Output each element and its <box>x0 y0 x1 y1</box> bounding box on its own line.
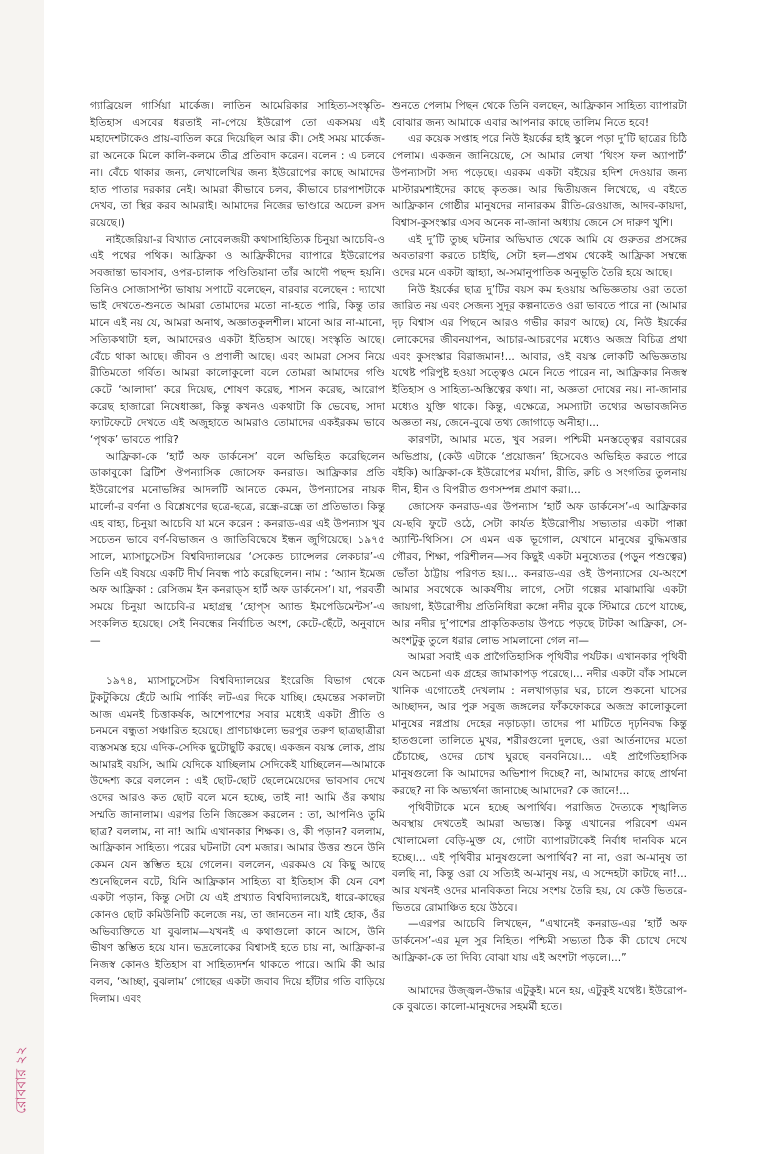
paragraph: নিউ ইয়র্কের ছাত্র দু’টির বয়স কম হওয়ায় অভিজ্ঞতায় ওরা ততো জারিত নয় এবং সেজন্য সুদূর কল্পনাতেও ওরা ভাবতে পারে না (আমার দৃঢ় বিশ্বাস এর পিছনে আরও গভীর কারণ আছে) যে, নিউ ইয়র্কের লোকেদের জীবনযাপন, আচার-আচরণের মধ্যেও অজস্র বিচিত্র প্রথা এবং কুসংস্কার বিরাজমান!... আবার, ওই বয়স্ক লোকটি অভিজ্ঞতায় যথেষ্ট পরিপুষ্ট হওয়া সত্ত্বেও মেনে নিতে পারেন না, আফ্রিকার নিজস্ব ইতিহাস ও সাহিত্য-অস্তিত্বের কথা। না, অজ্ঞতা দোষের নয়। না-জানার মধ্যেও যুক্তি থাকে। কিন্তু, এক্ষেত্রে, সমস্যাটা তথ্যের অভাবজনিত অজ্ঞতা নয়, জেনে-বুঝে তথ্য জোগাড়ে অনীহা।... <box>392 283 687 430</box>
paragraph: গ্যাব্রিয়েল গার্সিয়া মার্কেজ। লাতিন আমেরিকার সাহিত্য-সংস্কৃতি-ইতিহাস এসবের ধরতাই না-পেয়ে ইউরোপ তো একসময় এই মহাদেশটাকেও প্রায়-বাতিল করে দিয়েছিল আর কী। সেই সময় মার্কেজ-রা অনেকে মিলে কালি-কলমে তীব্র প্রতিবাদ করেন। বলেন : এ চলবে না। বেঁচে থাকার জন্য, লেখালেখির জন্য ইউরোপের কাছে আমাদের হাত পাতার দরকার নেই। আমরা কীভাবে চলব, কীভাবে চারপাশটাকে দেখব, তা স্থির করব আমরাই। আমাদের নিজের ভাণ্ডারে অঢেল রসদ রয়েছে।) <box>90 100 385 229</box>
paragraph: এর কয়েক সপ্তাহ পরে নিউ ইয়র্কের হাই স্কুলে পড়া দু’টি ছাত্রের চিঠি পেলাম। একজন জানিয়েছে, সে আমার লেখা ‘থিংস ফল অ্যাপার্ট’ উপন্যাসটা সদ্য পড়েছে। এরকম একটা বইয়ের হদিশ দেওয়ার জন্য মাস্টারমশাইদের কাছে কৃতজ্ঞ। আর দ্বিতীয়জন লিখেছে, এ বইতে আফ্রিকান গোষ্ঠীর মানুষদের নানারকম রীতি-রেওয়াজ, আদব-কায়দা, বিশ্বাস-কুসংস্কার এসব অনেক না-জানা অধ্যায় জেনে সে দারুণ খুশি। <box>392 133 687 229</box>
paragraph: আফ্রিকা-কে ‘হার্ট অফ ডার্কনেস’ বলে অভিহিত করেছিলেন ডাকাবুকো ব্রিটিশ ঔপন্যাসিক জোসেফ কনরাড। আফ্রিকার প্রতি ইউরোপের মনোভঙ্গির আদলটি আনতে কেমন, উপন্যাসের নায়ক মার্লো-র বর্ণনা ও বিশ্লেষণের ছত্রে-ছত্রে, রন্ধ্রে-রন্ধ্রে তা প্রতিভাত। কিন্তু এহ বাহ্য, চিনুয়া আচেবি যা মনে করেন : কনরাড-এর এই উপন্যাস খুব সচেতন ভাবে বর্ণ-বিভাজন ও জাতিবিদ্বেষে ইন্ধন জুগিয়েছে। ১৯৭৫ সালে, ম্যাসাচুসেটস বিশ্ববিদ্যালয়ের ‘সেকেন্ড চ্যান্সেলর লেকচার’-এ তিনি এই বিষয়ে একটি দীর্ঘ নিবন্ধ পাঠ করেছিলেন। নাম : ‘অ্যান ইমেজ অফ আফ্রিকা : রেসিজম ইন কনরাড্‌স হার্ট অফ ডার্কনেস’। যা, পরবর্তী সময়ে চিনুয়া আচেবি-র মহাগ্রন্থ ‘হোপ্‌স অ্যান্ড ইমপেডিমেন্টস’-এ সংকলিত হয়েছে। সেই নিবন্ধের নির্বাচিত অংশ, কেটে-ছেঁটে, অনুবাদে— <box>90 450 385 647</box>
paragraph: —এরপর আচেবি লিখছেন, “এখানেই কনরাড-এর ‘হার্ট অফ ডার্কনেস’-এর মূল সুর নিহিত। পশ্চিমী সভ্যতা ঠিক কী চোখে দেখে আফ্রিকা-কে তা দিব্যি বোঝা যায় এই অংশটা পড়লে।...” <box>392 918 687 964</box>
paragraph: নাইজেরিয়া-র বিখ্যাত নোবেলজয়ী কথাসাহিত্যিক চিনুয়া আচেবি-ও এই পথের পথিক। আফ্রিকা ও আফ্রিকীদের ব্যাপারে ইউরোপের সবজান্তা ভাবসাব, ওপর-চালাক পণ্ডিতিয়ানা তাঁর আদৌ পছন্দ হয়নি। তিনিও সোজাসাপ্টা ভাষায় সপাটে বলেছেন, বারবার বলেছেন : দ্যাখো ভাই দেখতে-শুনতে আমরা তোমাদের মতো না-হতে পারি, কিন্তু তার মানে এই নয় যে, আমরা অনাথ, অজ্ঞাতকুলশীল। মানো আর না-মানো, সত্যিকথাটা হল, আমাদেরও একটা ইতিহাস আছে। সংস্কৃতি আছে। বেঁচে থাকা আছে। জীবন ও প্রণালী আছে। এবং আমরা সেসব নিয়ে রীতিমতো গর্বিত। আমরা কালোকুলো বলে তোমরা আমাদের গণ্ডি কেটে ‘আলাদা’ করে দিয়েছ, শোষণ করেছ, শাসন করেছ, আরোপ করেছ হাজারো নিষেধাজ্ঞা, কিন্তু কখনও একথাটা কি ভেবেছ, সাদা ফ্যাটফেটে দেখতে এই অজুহাতে আমরাও তোমাদের একইরকম ভাবে ‘পৃথক’ ভাবতে পারি? <box>90 233 385 447</box>
paragraph: শুনতে পেলাম পিছন থেকে তিনি বলছেন, আফ্রিকান সাহিত্য ব্যাপারটা বোঝার জন্য আমাকে এবার আপনার কাছে তালিম নিতে হবে! <box>392 100 687 129</box>
paragraph: জোসেফ কনরাড-এর উপন্যাস ‘হার্ট অফ ডার্কনেস’-এ আফ্রিকার যে-ছবি ফুটে ওঠে, সেটা কার্যত ইউরোপীয় সভ্যতার একটা পাক্কা অ্যান্টি-থিসিস। সে এমন এক ভূগোল, যেখানে মানুষের বুদ্ধিমত্তার গৌরব, শিক্ষা, পরিশীলন—সব কিছুই একটা মনুষ্যেতর (পড়ুন পশুত্বের) ভোঁতা ঠাট্টায় পরিণত হয়।... কনরাড-এর ওই উপন্যাসের যে-অংশে আমার সবথেকে আকর্ষণীয় লাগে, সেটা গল্পের মাঝামাঝি একটা জায়গা, ইউরোপীয় প্রতিনিধিরা কঙ্গো নদীর বুকে স্টিমারে চেপে যাচ্ছে, আর নদীর দু’পাশের প্রাকৃতিকতায় উপচে পড়ছে টাটকা আফ্রিকা, সে-অংশটুকু তুলে ধরার লোভ সামলানো গেল না— <box>392 500 687 647</box>
paragraph: এই দু’টি তুচ্ছ ঘটনার অভিঘাত থেকে আমি যে গুরুতর প্রসঙ্গের অবতারণা করতে চাইছি, সেটা হল—প্রথম থেকেই আফ্রিকা সম্বন্ধে ওদের মনে একটা জ্বাহ্যা, অ-সমানুপাতিক অনুভূতি তৈরি হয়ে আছে। <box>392 233 687 280</box>
folio-label: রোববার ২২ <box>14 1046 31 1114</box>
paragraph: কারণটা, আমার মতে, খুব সরল। পশ্চিমী মনস্তত্ত্বের বরাবরের অভিপ্রায়, (কেউ এটাকে ‘প্রয়োজন’ হিসেবেও অভিহিত করতে পারে বইকি) আফ্রিকা-কে ইউরোপের মর্যাদা, রীতি, রুচি ও সংগতির তুলনায় দীন, হীন ও বিপরীত গুণসম্পন্ন প্রমাণ করা।... <box>392 434 687 497</box>
paragraph: ১৯৭৪, ম্যাসাচুসেটস বিশ্ববিদ্যালয়ের ইংরেজি বিভাগ থেকে টুকটুকিয়ে হেঁটে আমি পার্কিং লট-এর দিকে যাচ্ছি। হেমন্তের সকালটা আজ এমনই চিত্তাকর্ষক, আশেপাশের সবার মধ্যেই একটা প্রীতি ও চনমনে বন্ধুতা সঞ্চারিত হয়েছে। প্রাণচাঞ্চল্যে ভরপুর তরুণ ছাত্রছাত্রীরা ব্যস্তসমস্ত হয়ে এদিক-সেদিক ছুটোছুটি করছে। একজন বয়স্ক লোক, প্রায় আমারই বয়সি, আমি যেদিকে যাচ্ছিলাম সেদিকেই যাচ্ছিলেন—আমাকে উদ্দেশ্য করে বললেন : এই ছোট-ছোট ছেলেমেয়েদের ভাবসাব দেখে ওদের আরও কত ছোট বলে মনে হচ্ছে, তাই না! আমি ওঁর কথায় সম্মতি জানালাম। এরপর তিনি জিজ্ঞেস করলেন : তা, আপনিও তুমি ছাত্র? বললাম, না না! আমি এখানকার শিক্ষক। ও, কী পড়ান? বললাম, আফ্রিকান সাহিত্য। পরের ঘটনাটা বেশ মজার। আমার উত্তর শুনে উনি কেমন যেন স্তম্ভিত হয়ে গেলেন। বললেন, এরকমও যে কিছু আছে শুনেছিলেন বটে, যিনি আফ্রিকান সাহিত্য বা ইতিহাস কী যেন বেশ একটা পড়ান, কিন্তু সেটা যে এই প্রখ্যাত বিশ্ববিদ্যালয়েই, ধারে-কাছের কোনও ছোট কমিউনিটি কলেজে নয়, তা জানতেন না। যাই হোক, ওঁর অভিব্যক্তিতে যা বুঝলাম—যখনই এ কথাগুলো কানে আসে, উনি ভীষণ স্তম্ভিত হয়ে যান। ভদ্রলোকের বিশ্বাসই হতে চায় না, আফ্রিকা-র নিজস্ব কোনও ইতিহাস বা সাহিত্যদর্শন থাকতে পারে। আমি কী আর বলব, ‘আচ্ছা, বুঝলাম’ গোছের একটা জবাব দিয়ে হাঁটার গতি বাড়িয়ে দিলাম। এবং <box>90 675 385 1005</box>
paragraph: পৃথিবীটাকে মনে হচ্ছে অপার্থিব। পরাজিত দৈত্যকে শৃঙ্খলিত অবস্থায় দেখতেই আমরা অভ্যস্ত। কিন্তু এখানের পরিবেশ এমন খোলামেলা বেড়ি-মুক্ত যে, গোটা ব্যাপারটাকেই নির্বাধ দানবিক মনে হচ্ছে।... এই পৃথিবীর মানুষগুলো অপার্থিব? না না, ওরা অ-মানুষ তা বলছি না, কিন্তু ওরা যে সত্যিই অ-মানুষ নয়, এ সন্দেহটা কাটছে না!... আর যখনই ওদের মানবিকতা নিয়ে সংশয় তৈরি হয়, যে কেউ ভিতরে-ভিতরে রোমাঞ্চিত হয়ে উঠবে। <box>392 801 687 914</box>
paragraph: আমাদের উজ্জ্বল-উদ্ধার এটুকুই। মনে হয়, এটুকুই যথেষ্ট। ইউরোপ-কে বুঝতে। কালো-মানুষদের সহমর্মী হতে। <box>392 984 687 1014</box>
folio <box>7 1020 37 1140</box>
paragraph: আমরা সবাই এক প্রাগৈতিহাসিক পৃথিবীর পর্যটক। এখানকার পৃথিবী যেন অচেনা এক গ্রহের জামাকাপড় পরেছে।... নদীর একটা বাঁক সামলে খানিক এগোতেই দেখলাম : নলখাগড়ার ঘর, চালে শুকনো ঘাসের আচ্ছাদন, আর পুরু সবুজ জঙ্গলের ফাঁকফোকরে অজস্র কালোকুলো মানুষের নগ্নপ্রায় দেহের নড়াচড়া। তাদের পা মাটিতে দৃঢ়নিবদ্ধ কিন্তু হাতগুলো তালিতে মুখর, শরীরগুলো দুলছে, ওরা আর্তনাদের মতো চেঁচাচ্ছে, ওদের চোখ ঘুরছে বনবনিয়ে।... এই প্রাগৈতিহাসিক মানুষগুলো কি আমাদের অভিশাপ দিচ্ছে? না, আমাদের কাছে প্রার্থনা করছে? না কি অভ্যর্থনা জানাচ্ছে আমাদের? কে জানে!... <box>392 651 687 797</box>
left-column <box>90 98 385 1103</box>
right-column <box>392 98 687 1108</box>
page-margin-strip <box>0 0 44 1154</box>
